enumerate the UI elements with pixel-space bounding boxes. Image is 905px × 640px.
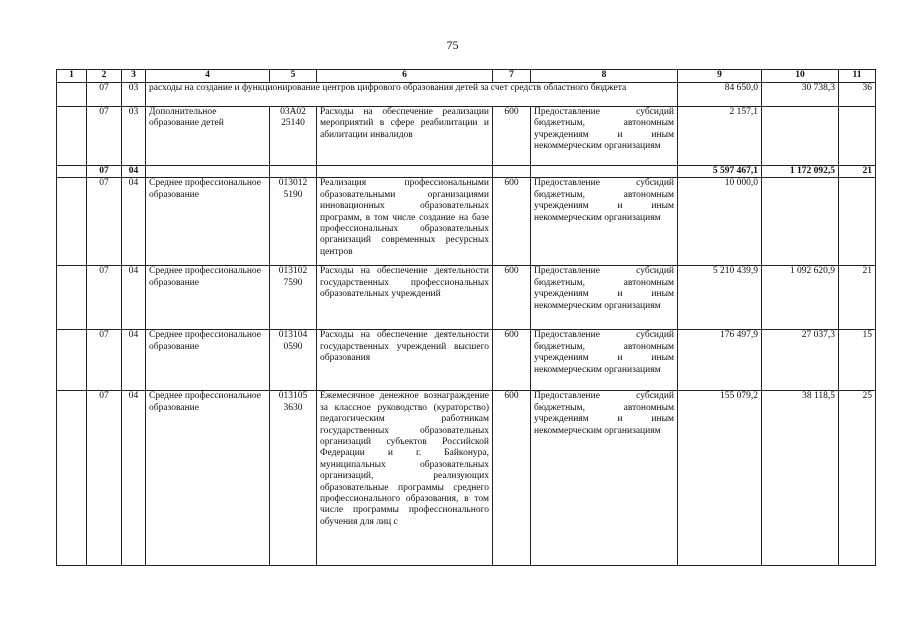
- cell-percent: 21: [839, 266, 876, 330]
- column-header: 7: [493, 70, 531, 83]
- cell-subsection: 03: [122, 83, 146, 107]
- column-header: 3: [122, 70, 146, 83]
- cell-c1: [57, 330, 87, 391]
- cell-amount: 5 210 439,9: [678, 266, 762, 330]
- cell-percent: [839, 107, 876, 166]
- cell-section: 07: [87, 166, 122, 178]
- cell-subsection-name: Дополнительное образование детей: [146, 107, 270, 166]
- cell-target-code: 013105 3630: [270, 391, 317, 566]
- cell-section: 07: [87, 178, 122, 266]
- cell-expense-name: Предоставление субсидий бюджетным, автономным учреждениям и иным некоммерческим организациям: [531, 330, 678, 391]
- table-row: [57, 83, 876, 107]
- column-header: 6: [317, 70, 493, 83]
- cell-section: 07: [87, 83, 122, 107]
- cell-subsection: 03: [122, 107, 146, 166]
- cell-target-code: 03А02 25140: [270, 107, 317, 166]
- cell-subsection: 04: [122, 391, 146, 566]
- cell-section: 07: [87, 330, 122, 391]
- cell-description: Расходы на обеспечение деятельности государственных учреждений высшего образования: [317, 330, 493, 391]
- cell-subsection: 04: [122, 178, 146, 266]
- cell-subsection-name: Среднее профессиональное образование: [146, 391, 270, 566]
- cell-section: 07: [87, 391, 122, 566]
- table-row: [57, 391, 876, 566]
- cell-amount-2: 30 738,3: [762, 83, 839, 107]
- column-header: 5: [270, 70, 317, 83]
- cell-section: 07: [87, 266, 122, 330]
- cell-description: расходы на создание и функционирование центров цифрового образования детей за счет средств областного бюджета: [146, 83, 678, 107]
- cell-expense-name: Предоставление субсидий бюджетным, автономным учреждениям и иным некоммерческим организациям: [531, 178, 678, 266]
- column-header: 2: [87, 70, 122, 83]
- cell-section: 07: [87, 107, 122, 166]
- column-header: 1: [57, 70, 87, 83]
- cell-amount: 5 597 467,1: [678, 166, 762, 178]
- cell-amount-2: 1 172 092,5: [762, 166, 839, 178]
- cell-expense-name: Предоставление субсидий бюджетным, автономным учреждениям и иным некоммерческим организациям: [531, 107, 678, 166]
- cell-amount-2: [762, 107, 839, 166]
- cell-subsection-name: Среднее профессиональное образование: [146, 330, 270, 391]
- cell-c1: [57, 107, 87, 166]
- cell-expense-type: 600: [493, 107, 531, 166]
- cell-c1: [57, 391, 87, 566]
- cell-target-code: [270, 166, 317, 178]
- cell-description: Расходы на обеспечение реализации мероприятий в сфере реабилитации и абилитации инвалидов: [317, 107, 493, 166]
- cell-expense-type: 600: [493, 330, 531, 391]
- cell-expense-type: 600: [493, 391, 531, 566]
- column-header: 11: [839, 70, 876, 83]
- cell-amount-2: 38 118,5: [762, 391, 839, 566]
- cell-c1: [57, 178, 87, 266]
- cell-amount: 10 000,0: [678, 178, 762, 266]
- table-row: [57, 166, 876, 178]
- budget-table: [56, 69, 876, 566]
- cell-description: Расходы на обеспечение деятельности государственных профессиональных образовательных учреждений: [317, 266, 493, 330]
- cell-expense-type: 600: [493, 178, 531, 266]
- cell-c1: [57, 266, 87, 330]
- cell-target-code: 013102 7590: [270, 266, 317, 330]
- cell-subsection-name: [146, 166, 270, 178]
- cell-subsection-name: Среднее профессиональное образование: [146, 266, 270, 330]
- cell-subsection: 04: [122, 166, 146, 178]
- cell-percent: 25: [839, 391, 876, 566]
- cell-c1: [57, 166, 87, 178]
- cell-expense-name: Предоставление субсидий бюджетным, автономным учреждениям и иным некоммерческим организациям: [531, 391, 678, 566]
- column-header: 10: [762, 70, 839, 83]
- cell-percent: [839, 178, 876, 266]
- column-header: 4: [146, 70, 270, 83]
- table-row: [57, 330, 876, 391]
- column-header: 8: [531, 70, 678, 83]
- column-header: 9: [678, 70, 762, 83]
- cell-expense-type: 600: [493, 266, 531, 330]
- cell-description: Реализация профессиональными образовательными организациями инновационных образовательных программ, в том числе создание на базе профессиональных образовательных организаций современных ресурсных центров: [317, 178, 493, 266]
- cell-amount: 176 497,9: [678, 330, 762, 391]
- cell-expense-name: Предоставление субсидий бюджетным, автономным учреждениям и иным некоммерческим организациям: [531, 266, 678, 330]
- cell-subsection-name: Среднее профессиональное образование: [146, 178, 270, 266]
- cell-target-code: 013104 0590: [270, 330, 317, 391]
- cell-description: [317, 166, 493, 178]
- table-row: [57, 107, 876, 166]
- cell-amount: 2 157,1: [678, 107, 762, 166]
- cell-subsection: 04: [122, 330, 146, 391]
- table-row: [57, 178, 876, 266]
- cell-percent: 15: [839, 330, 876, 391]
- cell-expense-name: [531, 166, 678, 178]
- cell-target-code: 013012 5190: [270, 178, 317, 266]
- table-row: [57, 266, 876, 330]
- cell-amount: 155 079,2: [678, 391, 762, 566]
- cell-description: Ежемесячное денежное вознаграждение за классное руководство (кураторство) педагогическим работникам государственных образовательных организаций субъектов Российской Федерации и г. Байконура, муниципальных образовательных организаций, реализующих образовательные программы среднего профессионального образования, в том числе программы профессионального обучения для лиц с: [317, 391, 493, 566]
- cell-subsection: 04: [122, 266, 146, 330]
- cell-amount-2: [762, 178, 839, 266]
- cell-percent: 21: [839, 166, 876, 178]
- cell-c1: [57, 83, 87, 107]
- cell-percent: 36: [839, 83, 876, 107]
- cell-amount-2: 1 092 620,9: [762, 266, 839, 330]
- cell-expense-type: [493, 166, 531, 178]
- page-number: 75: [446, 38, 459, 52]
- cell-amount-2: 27 037,3: [762, 330, 839, 391]
- cell-amount: 84 650,0: [678, 83, 762, 107]
- header-row: [57, 70, 876, 83]
